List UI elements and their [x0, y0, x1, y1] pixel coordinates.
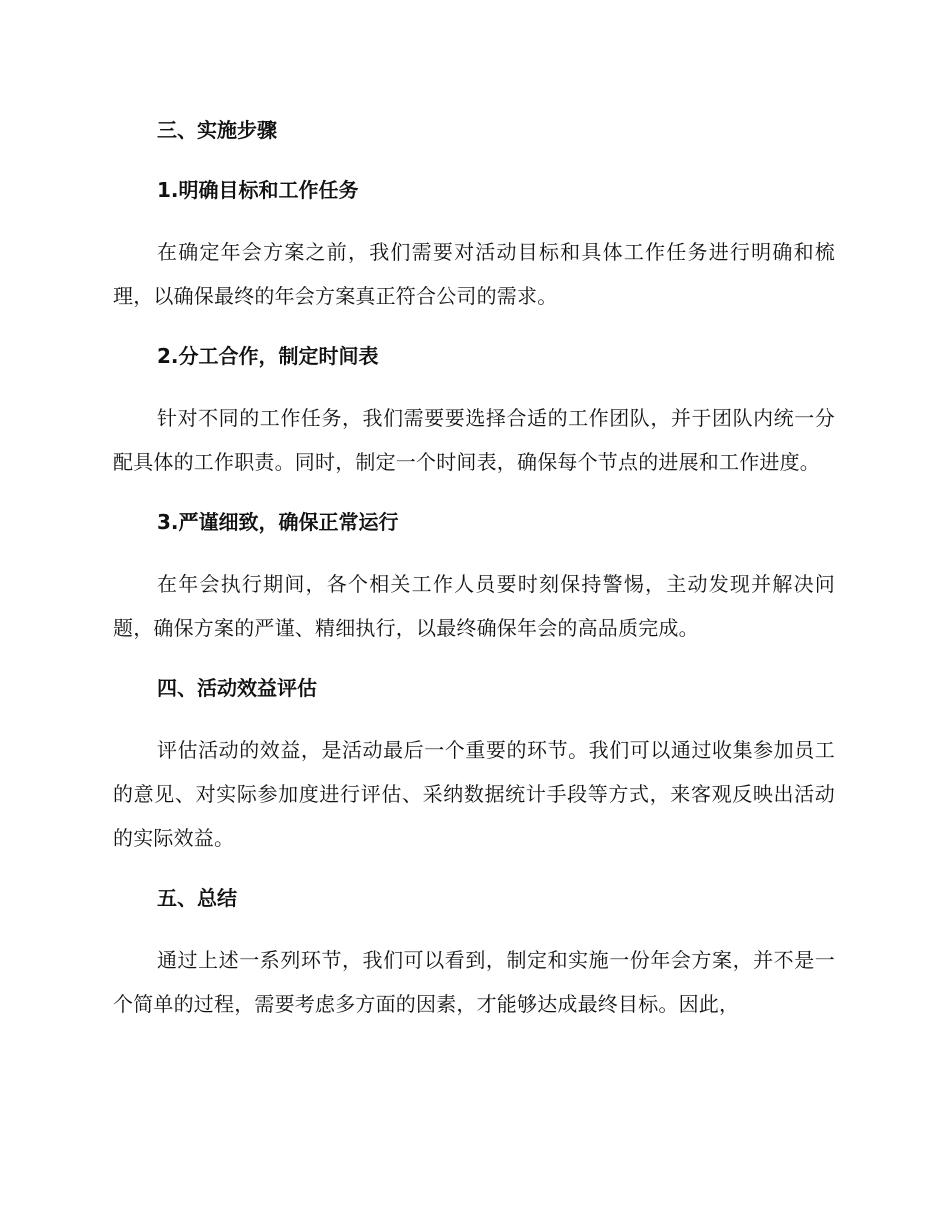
- paragraph-summary: 通过上述一系列环节，我们可以看到，制定和实施一份年会方案，并不是一个简单的过程，需要考虑多方面的因素，才能够达成最终目标。因此，: [113, 948, 835, 1016]
- subheading-rigorous-execution: 3.严谨细致，确保正常运行: [157, 510, 399, 534]
- paragraph-clarify-goals: 在确定年会方案之前，我们需要对活动目标和具体工作任务进行明确和梳理，以确保最终的年会方案真正符合公司的需求。: [113, 240, 835, 308]
- paragraph-benefit-evaluation: 评估活动的效益，是活动最后一个重要的环节。我们可以通过收集参加员工的意见、对实际参加度进行评估、采纳数据统计手段等方式，来客观反映出活动的实际效益。: [113, 738, 835, 850]
- section-heading-benefit-evaluation: 四、活动效益评估: [157, 676, 317, 700]
- paragraph-division-of-labor: 针对不同的工作任务，我们需要要选择合适的工作团队，并于团队内统一分配具体的工作职责。同时，制定一个时间表，确保每个节点的进展和工作进度。: [113, 406, 835, 474]
- section-heading-summary: 五、总结: [157, 886, 237, 910]
- paragraph-rigorous-execution: 在年会执行期间，各个相关工作人员要时刻保持警惕，主动发现并解决问题，确保方案的严谨、精细执行，以最终确保年会的高品质完成。: [113, 572, 835, 640]
- subheading-division-of-labor: 2.分工合作，制定时间表: [157, 344, 379, 368]
- section-heading-implementation-steps: 三、实施步骤: [157, 118, 277, 142]
- subheading-clarify-goals: 1.明确目标和工作任务: [157, 178, 359, 202]
- document-body: [113, 110, 835, 1044]
